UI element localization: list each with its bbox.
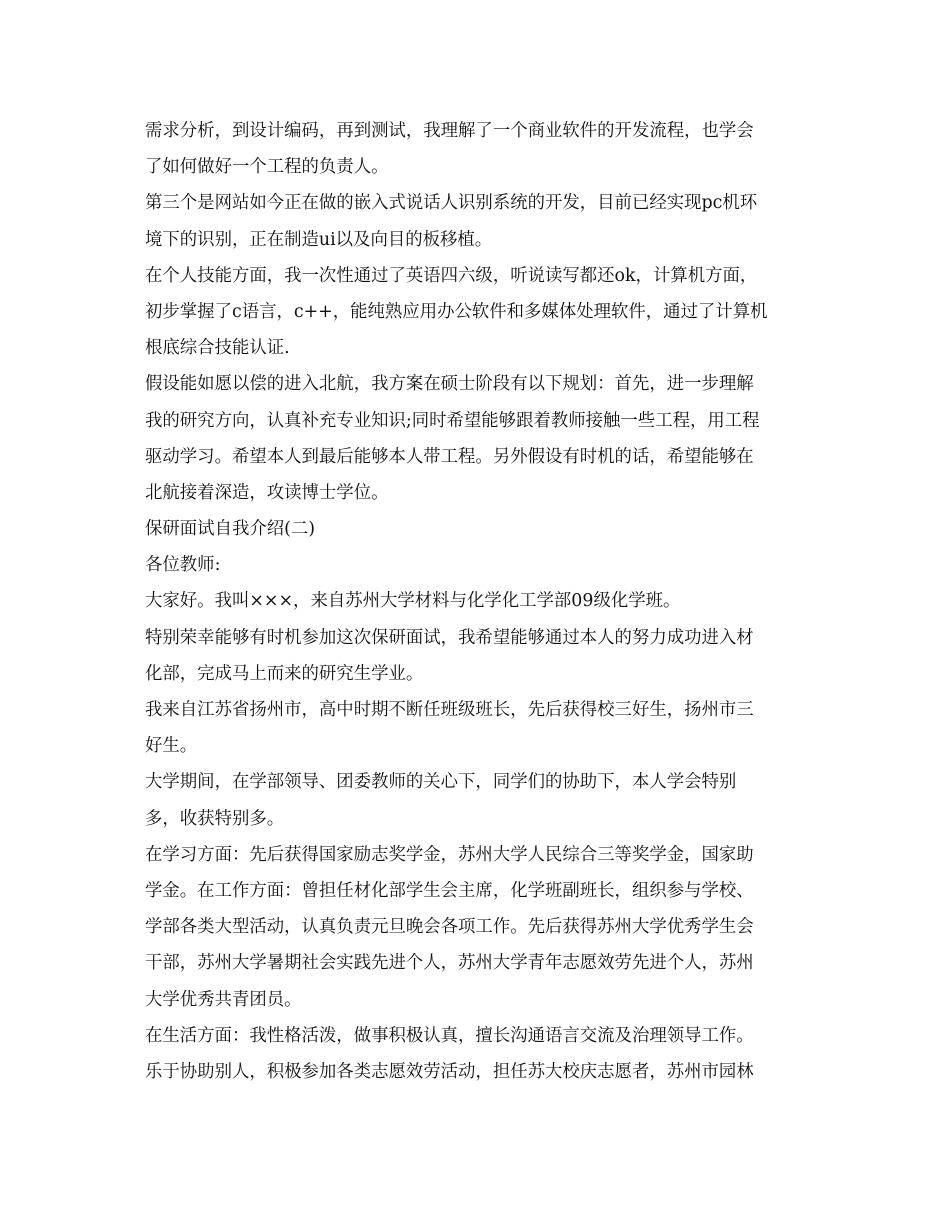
text-line: 第三个是网站如今正在做的嵌入式说话人识别系统的开发，目前已经实现pc机环 (145, 193, 758, 214)
text-line: 大学优秀共青团员。 (145, 989, 302, 1010)
text-line: 干部，苏州大学暑期社会实践先进个人，苏州大学青年志愿效劳先进个人，苏州 (145, 953, 754, 974)
text-line: 境下的识别，正在制造ui以及向目的板移植。 (145, 229, 493, 250)
text-line: 乐于协助别人，积极参加各类志愿效劳活动，担任苏大校庆志愿者，苏州市园林 (145, 1061, 754, 1082)
text-line: 在个人技能方面，我一次性通过了英语四六级，听说读写都还ok，计算机方面， (145, 265, 758, 286)
text-line: 假设能如愿以偿的进入北航，我方案在硕士阶段有以下规划：首先，进一步理解 (145, 374, 754, 395)
text-line: 根底综合技能认证. (145, 338, 290, 359)
text-line: 特别荣幸能够有时机参加这次保研面试，我希望能够通过本人的努力成功进入材 (145, 627, 754, 648)
section-heading: 保研面试自我介绍(二) (145, 519, 316, 540)
text-line: 我的研究方向，认真补充专业知识;同时希望能够跟着教师接触一些工程，用工程 (145, 410, 760, 431)
text-line: 好生。 (145, 736, 198, 757)
text-line: 需求分析，到设计编码，再到测试，我理解了一个商业软件的开发流程，也学会 (145, 121, 754, 141)
text-line: 学部各类大型活动，认真负责元旦晚会各项工作。先后获得苏州大学优秀学生会 (145, 917, 754, 938)
text-line: 了如何做好一个工程的负责人。 (145, 157, 389, 178)
text-line: 大家好。我叫×××，来自苏州大学材料与化学化工学部09级化学班。 (145, 591, 681, 612)
salutation: 各位教师: (145, 555, 221, 576)
text-line: 初步掌握了c语言，c++，能纯熟应用办公软件和多媒体处理软件，通过了计算机 (145, 301, 768, 322)
text-line: 驱动学习。希望本人到最后能够本人带工程。另外假设有时机的话，希望能够在 (145, 446, 754, 467)
text-line: 大学期间，在学部领导、团委教师的关心下，同学们的协助下，本人学会特别 (145, 772, 737, 793)
text-line: 化部，完成马上而来的研究生学业。 (145, 663, 424, 684)
text-line: 在学习方面：先后获得国家励志奖学金，苏州大学人民综合三等奖学金，国家助 (145, 844, 754, 865)
text-line: 多，收获特别多。 (145, 808, 285, 829)
text-line: 北航接着深造，攻读博士学位。 (145, 482, 389, 503)
document-body (145, 113, 815, 1090)
text-line: 在生活方面：我性格活泼，做事积极认真，擅长沟通语言交流及治理领导工作。 (145, 1025, 754, 1046)
text-line: 学金。在工作方面：曾担任材化部学生会主席，化学班副班长，组织参与学校、 (145, 880, 754, 901)
text-line: 我来自江苏省扬州市，高中时期不断任班级班长，先后获得校三好生，扬州市三 (145, 700, 754, 720)
